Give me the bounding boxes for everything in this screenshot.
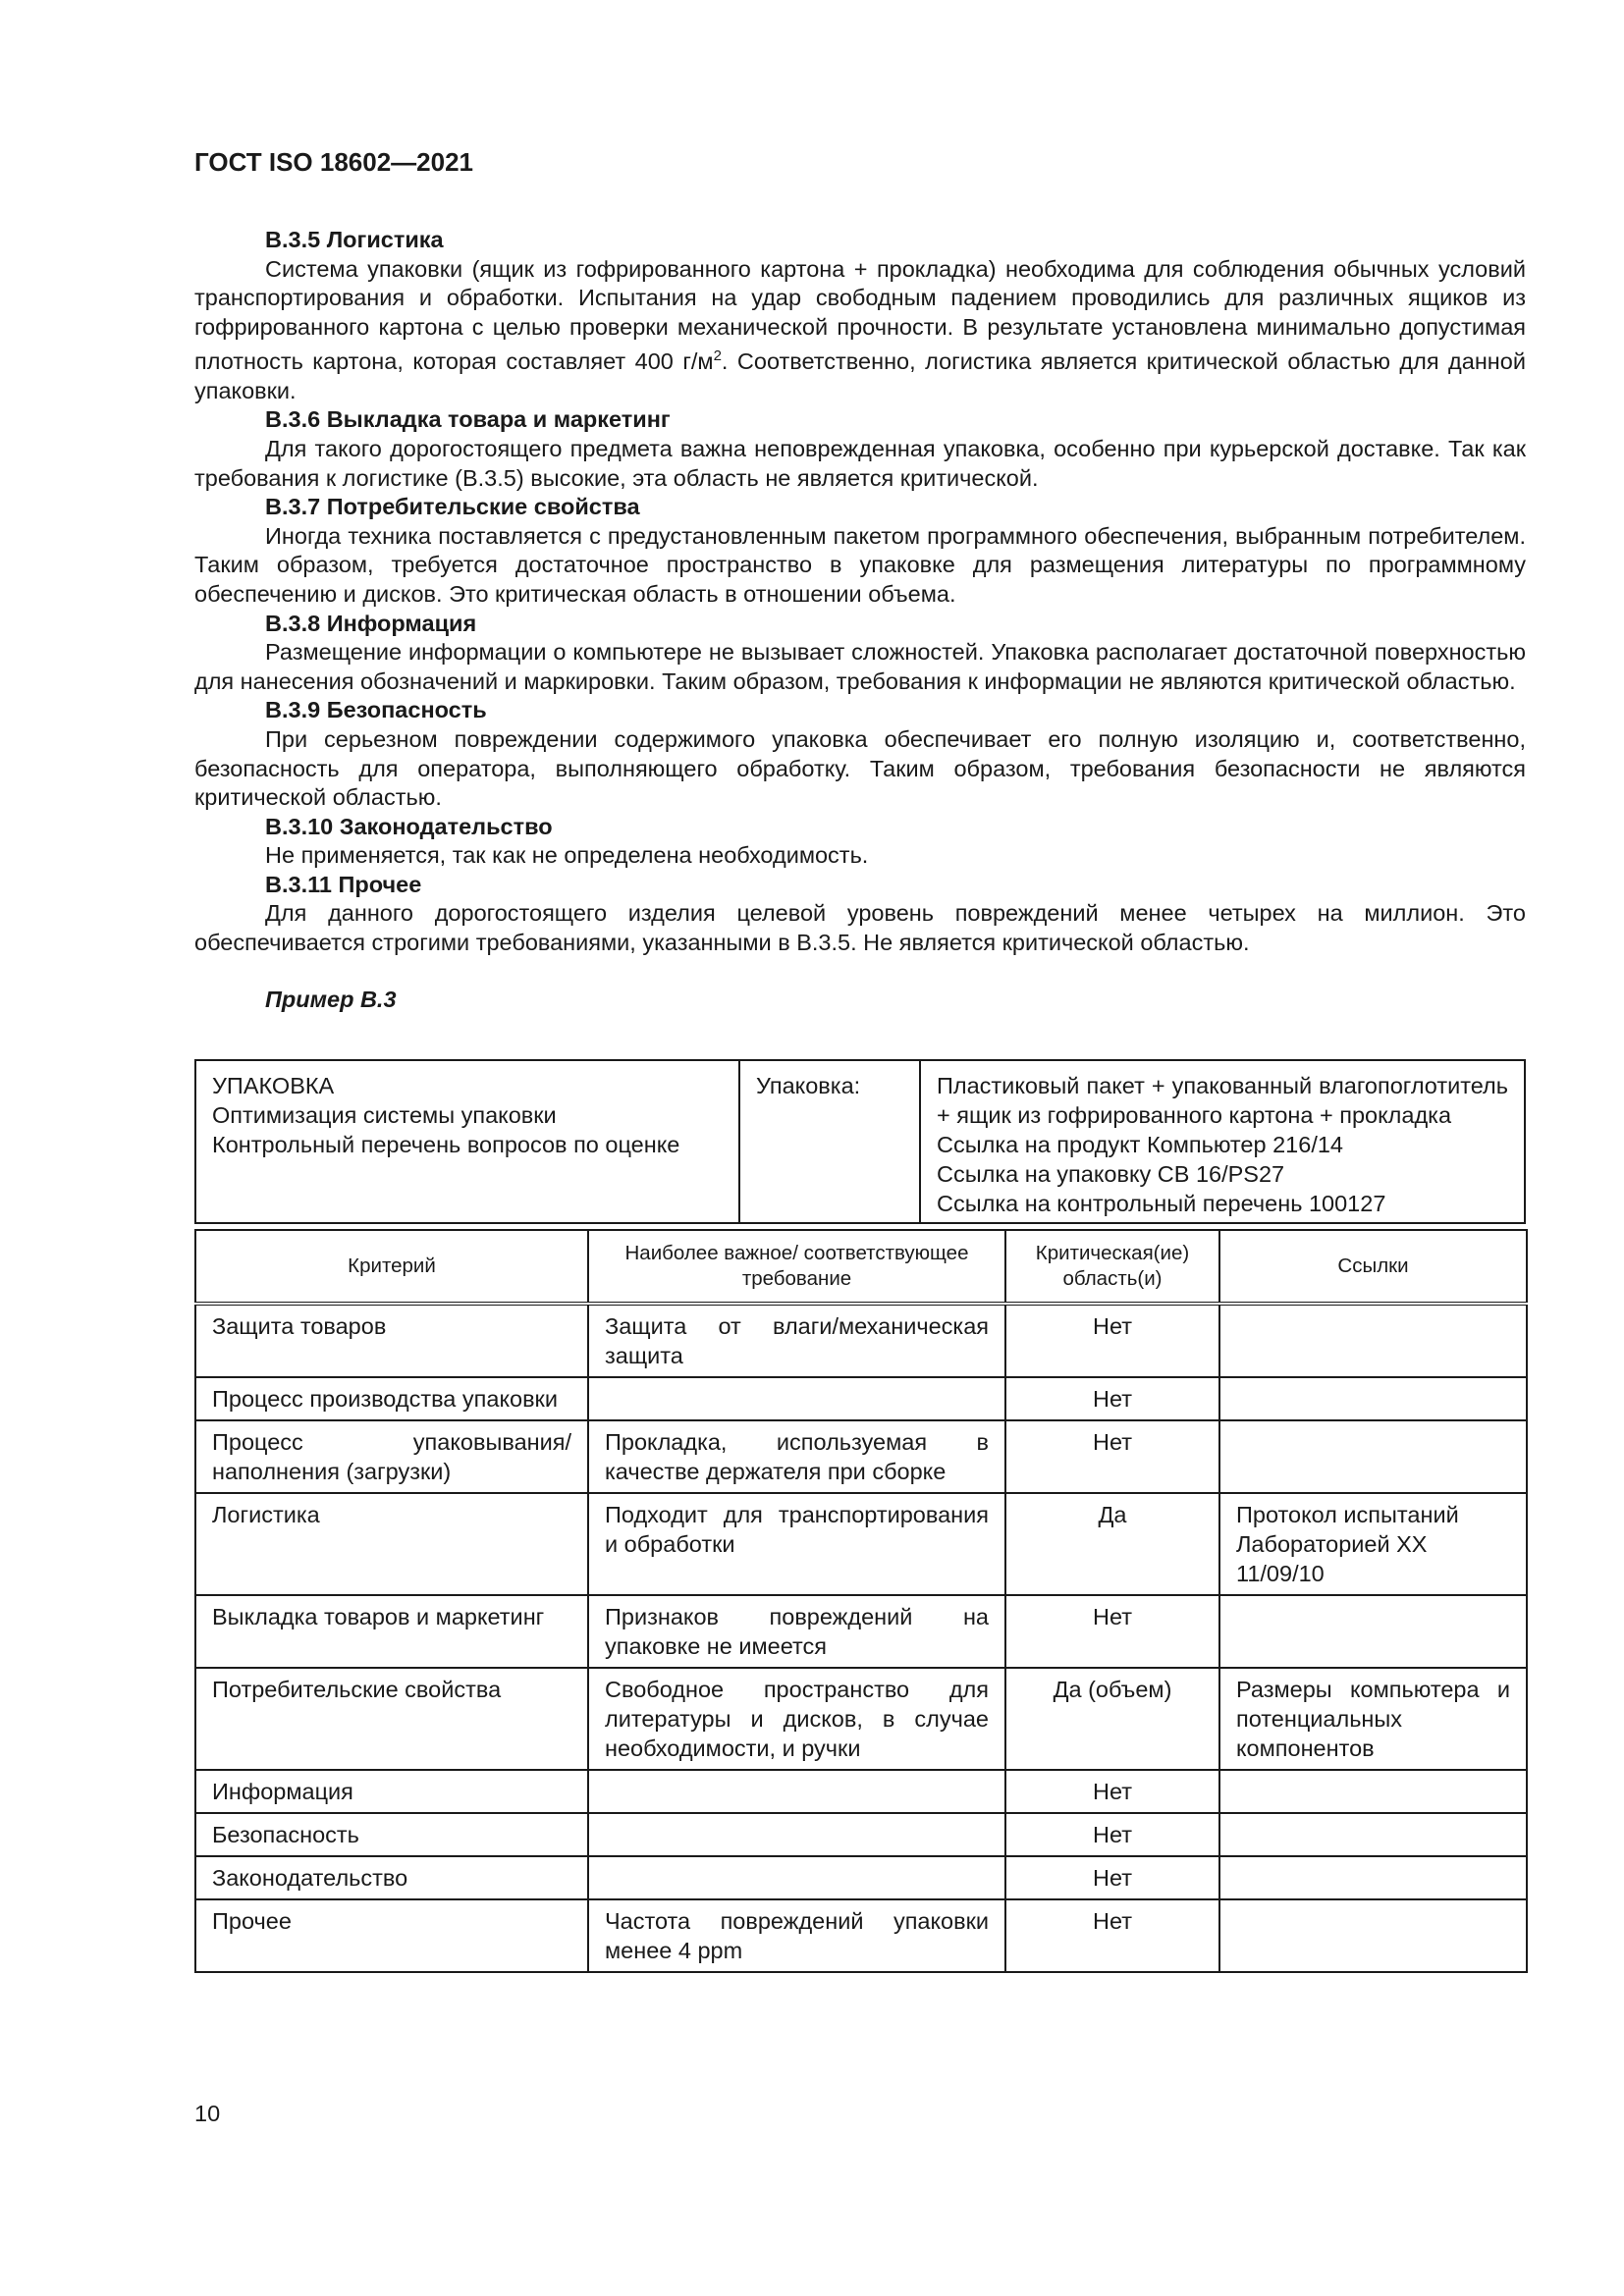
table-row xyxy=(195,1377,1527,1420)
reference-cell xyxy=(1219,1304,1527,1377)
section-title: B.3.6 Выкладка товара и маркетинг xyxy=(265,406,671,433)
reference-cell xyxy=(1219,1899,1527,1972)
body-text xyxy=(194,226,1526,1014)
requirement-cell: Свободное пространство для литературы и дисков, в случае необходимости, и ручки xyxy=(588,1668,1005,1770)
section-title: B.3.11 Прочее xyxy=(265,871,422,897)
table-row xyxy=(195,1493,1527,1595)
critical-area-cell: Да (объем) xyxy=(1005,1668,1219,1770)
column-header: Ссылки xyxy=(1219,1230,1527,1304)
reference-cell xyxy=(1219,1770,1527,1813)
column-header: Наиболее важное/ соответствующее требование xyxy=(588,1230,1005,1304)
section-paragraph: Для данного дорогостоящего изделия целевой уровень повреждений менее четырех на миллион. Это обеспечивается строгими требованиями, указанными в B.3.5. Не является критической областью. xyxy=(194,900,1526,956)
section-paragraph: Размещение информации о компьютере не вызывает сложностей. Упаковка располагает достаточной поверхностью для нанесения обозначений и маркировки. Таким образом, требования к информации не являются критической областью. xyxy=(194,639,1526,694)
table-row xyxy=(195,1595,1527,1668)
requirement-cell: Защита от влаги/механическая защита xyxy=(588,1304,1005,1377)
critical-area-cell: Да xyxy=(1005,1493,1219,1595)
criterion-cell: Законодательство xyxy=(195,1856,588,1899)
table-row xyxy=(195,1668,1527,1770)
superscript: 2 xyxy=(713,347,722,365)
reference-cell xyxy=(1219,1377,1527,1420)
example-label: Пример B.3 xyxy=(265,986,397,1012)
criterion-cell: Прочее xyxy=(195,1899,588,1972)
checklist-title-cell: УПАКОВКА Оптимизация системы упаковки Контрольный перечень вопросов по оценке xyxy=(195,1060,739,1223)
requirement-cell: Частота повреждений упаковки менее 4 ppm xyxy=(588,1899,1005,1972)
section-paragraph: Иногда техника поставляется с предустановленным пакетом программного обеспечения, выбранным потребителем. Таким образом, требуется достаточное пространство в упаковке для размещения литературы по программному обеспечению и дисков. Это критическая область в отношении объема. xyxy=(194,522,1526,607)
critical-area-cell: Нет xyxy=(1005,1304,1219,1377)
requirement-cell xyxy=(588,1770,1005,1813)
section-paragraph: При серьезном повреждении содержимого упаковка обеспечивает его полную изоляцию и, соответственно, безопасность для оператора, выполняющего обработку. Таким образом, требования безопасности не являются критической областью. xyxy=(194,725,1526,811)
packaging-label-cell: Упаковка: xyxy=(739,1060,920,1223)
criterion-cell: Процесс упаковывания/наполнения (загрузки) xyxy=(195,1420,588,1493)
criterion-cell: Безопасность xyxy=(195,1813,588,1856)
packaging-details-cell: Пластиковый пакет + упакованный влагопоглотитель + ящик из гофрированного картона + прокладка Ссылка на продукт Компьютер 216/14 Ссылка на упаковку CB 16/PS27 Ссылка на контрольный перечень 100127 xyxy=(920,1060,1525,1223)
critical-area-cell: Нет xyxy=(1005,1813,1219,1856)
reference-cell xyxy=(1219,1595,1527,1668)
document-header: ГОСТ ISO 18602—2021 xyxy=(194,147,474,177)
section-paragraph: Система упаковки (ящик из гофрированного картона + прокладка) необходима для соблюдения обычных условий транспортирования и обработки. Испытания на удар свободным падением проводились для различных ящиков из гофрированного картона с целью проверки механической прочности. В результате установлена минимально допустимая плотность картона, которая составляет 400 $г/м^2$. Соответственно, логистика является критической областью для данной упаковки. xyxy=(194,255,1526,403)
table-row xyxy=(195,1856,1527,1899)
reference-cell xyxy=(1219,1420,1527,1493)
criterion-cell: Процесс производства упаковки xyxy=(195,1377,588,1420)
criterion-cell: Потребительские свойства xyxy=(195,1668,588,1770)
reference-cell: Протокол испытаний Лабораторией XX 11/09/10 xyxy=(1219,1493,1527,1595)
column-header: Критическая(ие) область(и) xyxy=(1005,1230,1219,1304)
page-number: 10 xyxy=(194,2101,221,2126)
table-row xyxy=(195,1813,1527,1856)
column-header: Критерий xyxy=(195,1230,588,1304)
reference-cell xyxy=(1219,1813,1527,1856)
requirement-cell xyxy=(588,1377,1005,1420)
criterion-cell: Защита товаров xyxy=(195,1304,588,1377)
section-title: B.3.8 Информация xyxy=(265,610,477,636)
critical-area-cell: Нет xyxy=(1005,1899,1219,1972)
reference-cell xyxy=(1219,1856,1527,1899)
criteria-table xyxy=(194,1229,1528,1973)
criterion-cell: Информация xyxy=(195,1770,588,1813)
section-title: B.3.10 Законодательство xyxy=(265,813,553,839)
requirement-cell xyxy=(588,1813,1005,1856)
checklist-header-table xyxy=(194,1059,1526,1224)
critical-area-cell: Нет xyxy=(1005,1770,1219,1813)
table-row xyxy=(195,1304,1527,1377)
critical-area-cell: Нет xyxy=(1005,1420,1219,1493)
critical-area-cell: Нет xyxy=(1005,1595,1219,1668)
reference-cell: Размеры компьютера и потенциальных компонентов xyxy=(1219,1668,1527,1770)
table-header-row xyxy=(195,1230,1527,1304)
section-title: B.3.9 Безопасность xyxy=(265,697,487,723)
section-title: B.3.7 Потребительские свойства xyxy=(265,494,640,520)
table-row xyxy=(195,1420,1527,1493)
requirement-cell: Подходит для транспортирования и обработки xyxy=(588,1493,1005,1595)
critical-area-cell: Нет xyxy=(1005,1377,1219,1420)
table-row xyxy=(195,1770,1527,1813)
critical-area-cell: Нет xyxy=(1005,1856,1219,1899)
criterion-cell: Логистика xyxy=(195,1493,588,1595)
requirement-cell xyxy=(588,1856,1005,1899)
criterion-cell: Выкладка товаров и маркетинг xyxy=(195,1595,588,1668)
table-row xyxy=(195,1899,1527,1972)
requirement-cell: Признаков повреждений на упаковке не имеется xyxy=(588,1595,1005,1668)
requirement-cell: Прокладка, используемая в качестве держателя при сборке xyxy=(588,1420,1005,1493)
section-paragraph: Для такого дорогостоящего предмета важна неповрежденная упаковка, особенно при курьерской доставке. Так как требования к логистике (B.3.5) высокие, эта область не является критической. xyxy=(194,435,1526,491)
section-title: B.3.5 Логистика xyxy=(265,227,444,252)
section-paragraph: Не применяется, так как не определена необходимость. xyxy=(265,842,869,869)
